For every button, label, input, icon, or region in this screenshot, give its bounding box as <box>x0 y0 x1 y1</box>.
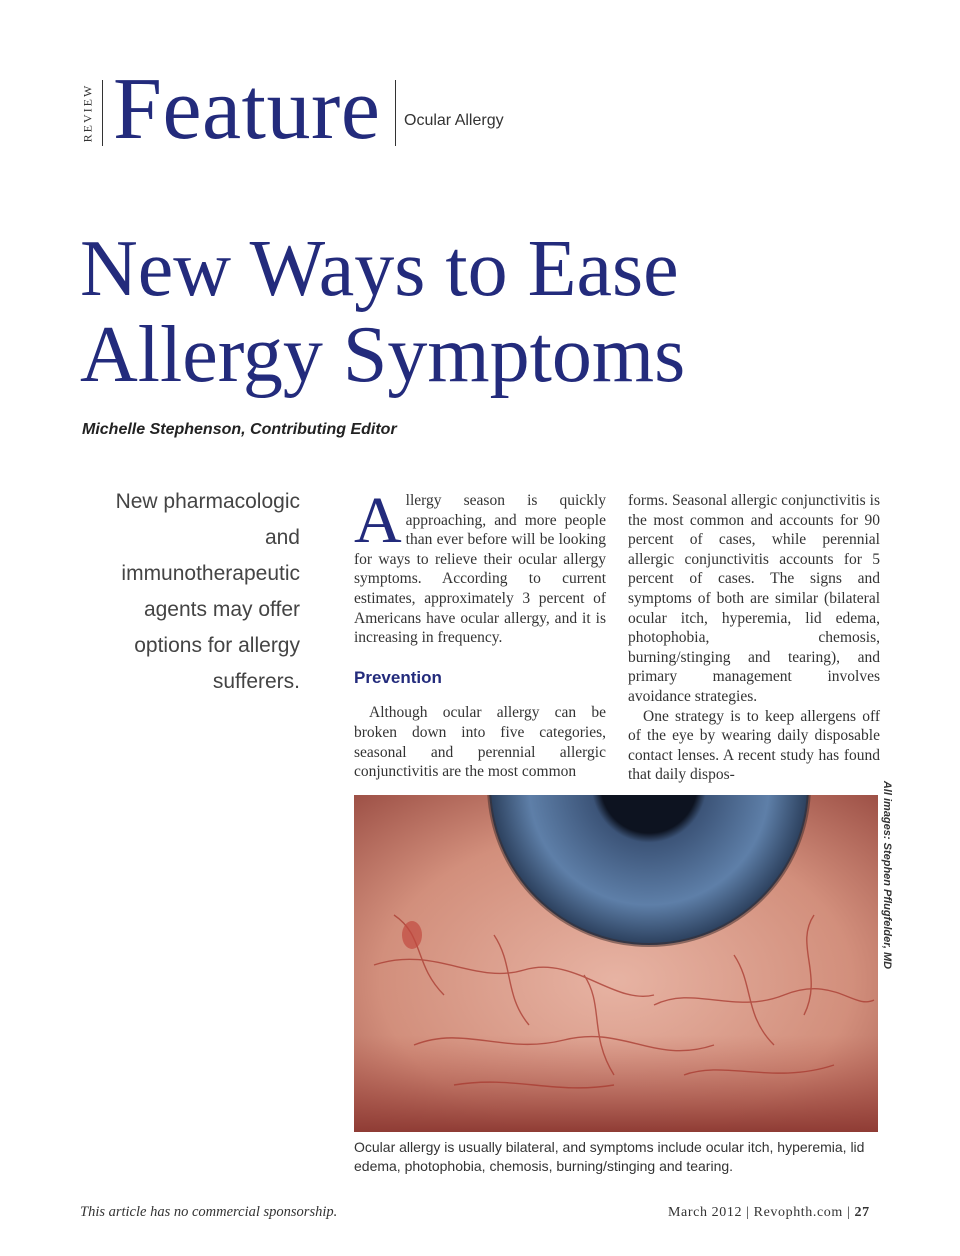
issue-date: March 2012 <box>668 1205 743 1220</box>
section-label: Ocular Allergy <box>404 112 504 129</box>
drop-cap: A <box>354 484 402 557</box>
eye-photo-illustration <box>354 795 878 1132</box>
photo-credit: All images: Stephen Pflugfelder, MD <box>881 780 893 970</box>
page-footer: March 2012 | Revophth.com | 27 <box>668 1205 870 1220</box>
review-label: REVIEW <box>80 83 95 143</box>
body-column-2 <box>628 491 880 785</box>
eye-photo <box>354 795 878 1132</box>
body-paragraph: One strategy is to keep allergens off of the eye by wearing daily disposable contact lenses. A recent study has found that daily dispos- <box>628 707 880 784</box>
title-line: New Ways to Ease <box>80 225 679 313</box>
figure-caption: Ocular allergy is usually bilateral, and symptoms include ocular itch, hyperemia, lid edema, photophobia, chemosis, burning/stinging and tearing. <box>354 1139 865 1174</box>
title-line: Allergy Symptoms <box>80 311 686 399</box>
body-paragraph: forms. Seasonal allergic conjunctivitis is the most common and accounts for 90 percent of cases, while perennial allergic conjunctivitis accounts for 5 percent of cases. The signs and symptoms of both are similar (bilateral ocular itch, hyperemia, lid edema, photophobia, chemosis, burning/stinging and tearing), and primary management involves avoidance strategies. <box>628 492 880 705</box>
pullquote: New pharmacologic and immunotherapeutic agents may offer options for allergy sufferers. <box>115 490 300 693</box>
header-divider <box>102 80 103 146</box>
body-column-1 <box>354 484 606 782</box>
page-number: 27 <box>854 1205 870 1220</box>
feature-label: Feature <box>113 61 381 158</box>
sponsorship-note: This article has no commercial sponsorship. <box>80 1204 338 1220</box>
intro-paragraph: llergy season is quickly approaching, and more people than ever before will be looking for ways to relieve their ocular allergy symptoms. According to current estimates, approximately 3 percent of Americans have ocular allergy, and it is increasing in frequency. <box>354 492 606 647</box>
body-paragraph: Although ocular allergy can be broken down into five categories, seasonal and perennial allergic conjunctivitis are the most common <box>354 704 606 781</box>
header-divider <box>395 80 396 146</box>
byline: Michelle Stephenson, Contributing Editor <box>82 421 397 438</box>
article-title <box>80 226 780 398</box>
subhead: Prevention <box>354 667 442 687</box>
site-name: Revophth.com <box>753 1205 843 1220</box>
